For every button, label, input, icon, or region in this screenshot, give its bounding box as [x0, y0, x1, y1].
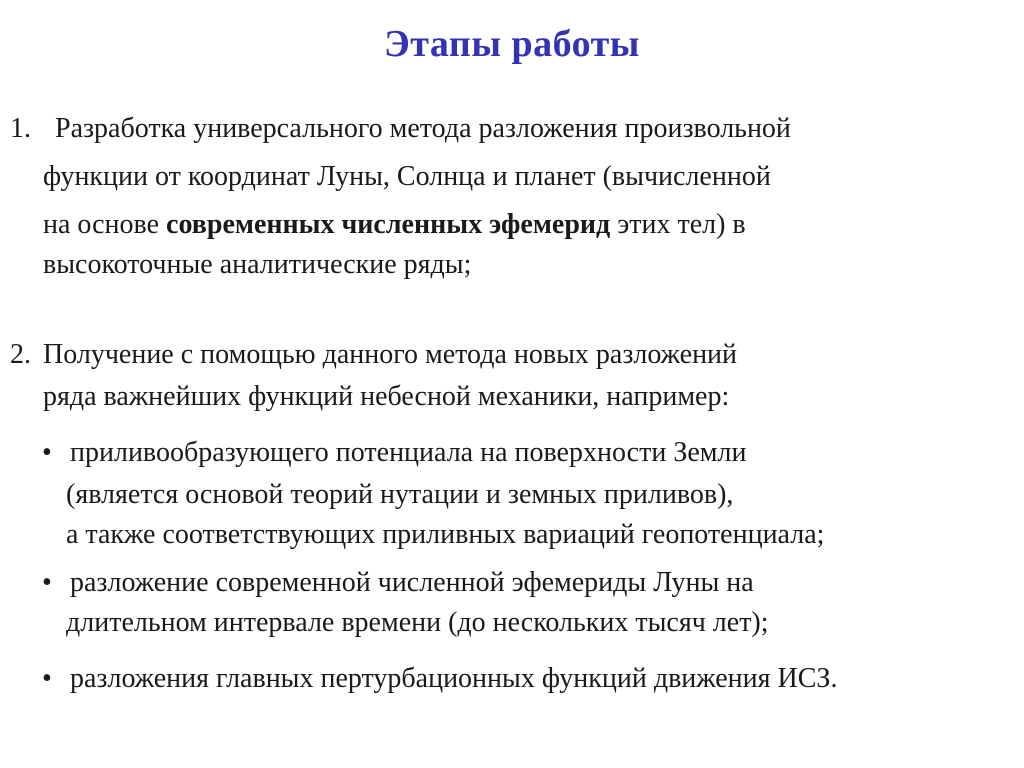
item-1-line-3 [43, 208, 746, 242]
item-1-number: 1. [10, 113, 31, 144]
item-1-line-1: Разработка универсального метода разложения произвольной [55, 113, 791, 144]
bullet-1-line-1: приливообразующего потенциала на поверхности Земли [70, 437, 747, 468]
item-1-line-3-pre: на основе [43, 209, 167, 240]
bullet-2-line-1: разложение современной численной эфемериды Луны на [70, 567, 754, 598]
bullet-1-line-2: (является основой теорий нутации и земных приливов), [66, 479, 734, 510]
bullet-1-line-3: а также соответствующих приливных вариаций геопотенциала; [66, 519, 825, 550]
bullet-2-line-2: длительном интервале времени (до нескольких тысяч лет); [66, 607, 769, 638]
item-1-line-4: высокоточные аналитические ряды; [43, 249, 472, 280]
bullet-dot: • [42, 663, 52, 694]
bullet-3-line-1: разложения главных пертурбационных функций движения ИСЗ. [70, 663, 838, 694]
item-2-line-1: Получение с помощью данного метода новых разложений [43, 339, 738, 370]
item-1-line-3-post: этих тел) в [610, 209, 746, 240]
slide-title: Этапы работы [384, 23, 640, 65]
item-1-line-2: функции от координат Луны, Солнца и планет (вычисленной [43, 161, 771, 192]
item-2-number: 2. [10, 339, 31, 370]
bullet-dot: • [42, 437, 52, 468]
item-2-line-2: ряда важнейших функций небесной механики, например: [43, 381, 730, 412]
bullet-dot: • [42, 567, 52, 598]
item-1-line-3-bold: современных численных эфемерид [166, 209, 611, 240]
